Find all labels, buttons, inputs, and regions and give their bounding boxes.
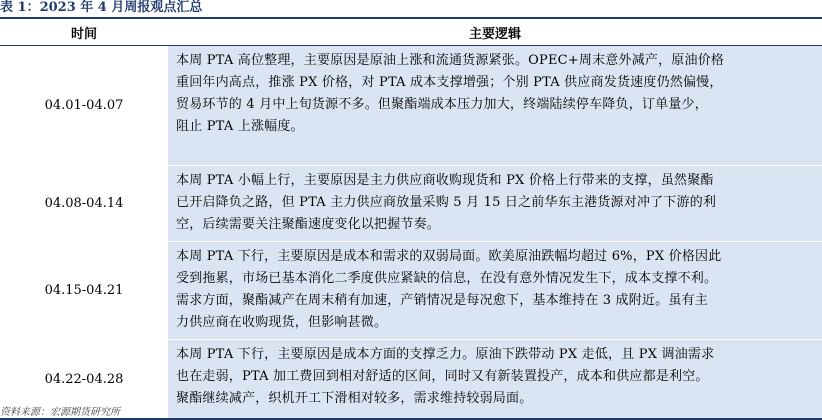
row-logic-text: 本周 PTA 下行，主要原因是成本方面的支撑乏力。原油下跌带动 PX 走低，且 PX 调油需求 也在走弱，PTA 加工费回到相对舒适的区间，同时又有新装置投产，成本和供应都是利空。 聚酯继续减产，织机开工下滑相对较多，需求维持较弱局面。	[168, 340, 822, 418]
table-caption: 表 1：2023 年 4 月周报观点汇总	[0, 0, 203, 15]
table-header	[0, 19, 822, 46]
table-row	[0, 166, 822, 242]
row-logic-text: 本周 PTA 下行，主要原因是成本和需求的双弱局面。欧美原油跌幅均超过 6%，PX 价格因此 受到拖累，市场已基本消化二季度供应紧缺的信息，在没有意外情况发生下，成本支撑不利。 需求方面，聚酯减产在周末稍有加速，产销情况是每况愈下，基本维持在 3 成附近。虽有主 力供应商在收购现货，但影响甚微。	[168, 242, 822, 339]
table-row	[0, 242, 822, 340]
row-logic-text: 本周 PTA 小幅上行，主要原因是主力供应商收购现货和 PX 价格上行带来的支撑，虽然聚酯 已开启降负之路，但 PTA 主力供应商放量采购 5 月 15 日之前华东主港货源对冲了下游的利 空，后续需要关注聚酯速度变化以把握节奏。	[168, 166, 822, 241]
row-date: 04.08-04.14	[0, 166, 168, 241]
row-date: 04.22-04.28	[0, 340, 168, 418]
table-row	[0, 46, 822, 166]
source-note: 资料来源：宏源期货研究所	[0, 407, 120, 418]
row-logic-text: 本周 PTA 高位整理，主要原因是原油上涨和流通货源紧张。OPEC+周末意外减产，原油价格 重回年内高点，推涨 PX 价格，对 PTA 成本支撑增强；个别 PTA 供应商发货速度仍然偏慢， 贸易环节的 4 月中上旬货源不多。但聚酯端成本压力加大，终端陆续停车降负，订单量少， 阻止 PTA 上涨幅度。	[168, 46, 822, 165]
header-time: 时间	[70, 26, 97, 42]
row-date: 04.01-04.07	[0, 46, 168, 165]
row-date: 04.15-04.21	[0, 242, 168, 339]
table-row	[0, 340, 822, 418]
weekly-view-table	[0, 17, 822, 420]
header-logic: 主要逻辑	[468, 26, 521, 42]
